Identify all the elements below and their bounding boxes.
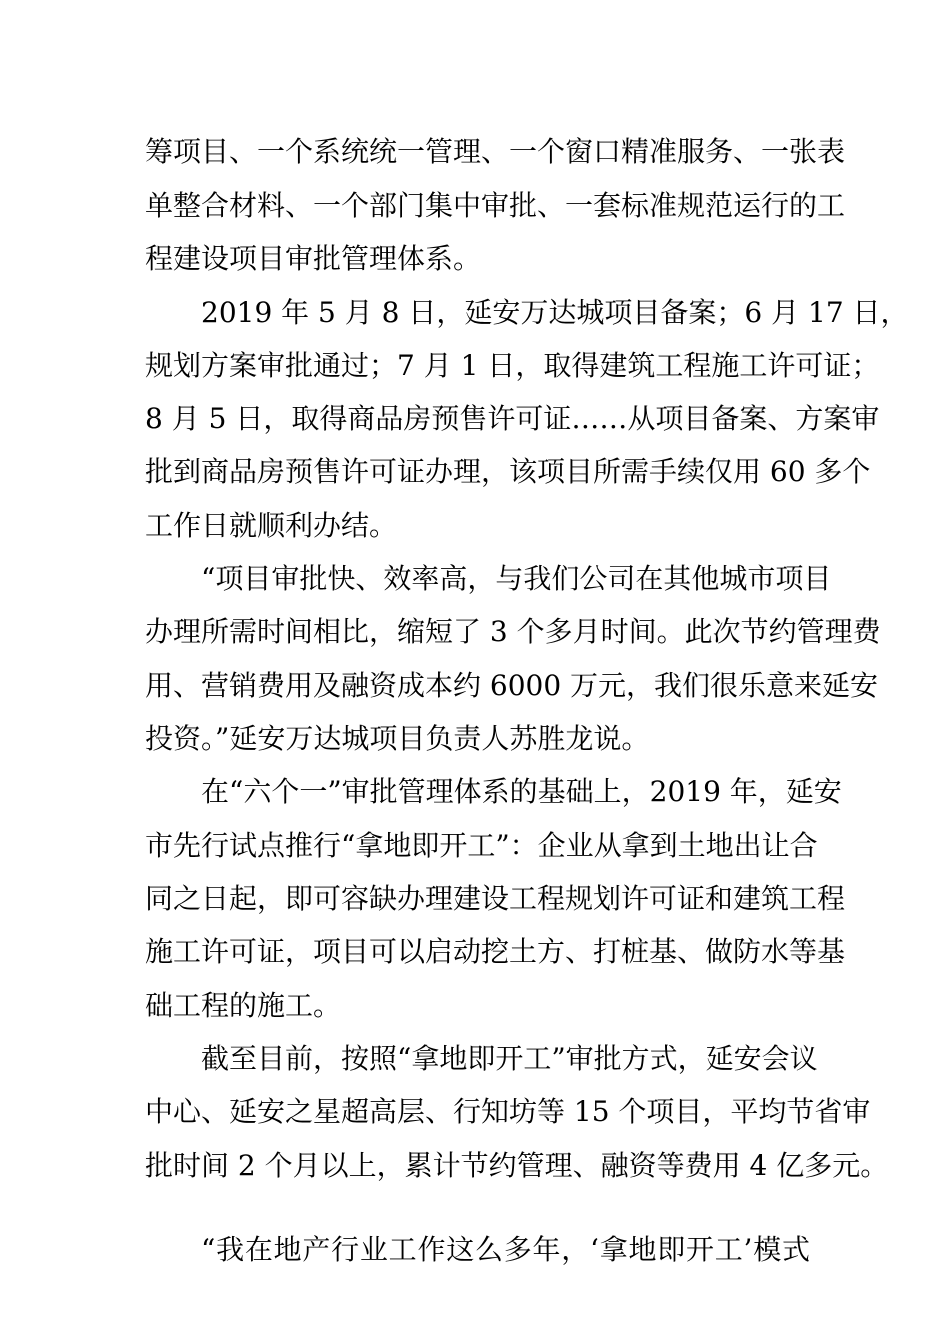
- paragraph-1-line-2: 单整合材料、一个部门集中审批、一套标准规范运行的工: [145, 189, 846, 222]
- paragraph-3-line-2: 办理所需时间相比，缩短了 3 个多月时间。此次节约管理费: [145, 615, 881, 648]
- paragraph-5-line-3: 批时间 2 个月以上，累计节约管理、融资等费用 4 亿多元。: [145, 1149, 889, 1182]
- paragraph-6-line-1: “我在地产行业工作这么多年，‘拿地即开工’模式: [201, 1233, 810, 1266]
- paragraph-3-line-1: “项目审批快、效率高，与我们公司在其他城市项目: [201, 562, 832, 595]
- paragraph-1-line-1: 筹项目、一个系统统一管理、一个窗口精准服务、一张表: [145, 135, 846, 168]
- paragraph-4-line-2: 市先行试点推行“拿地即开工”：企业从拿到土地出让合: [145, 829, 818, 862]
- paragraph-5-line-1: 截至目前，按照“拿地即开工”审批方式，延安会议: [201, 1042, 818, 1075]
- paragraph-4-line-5: 础工程的施工。: [145, 989, 342, 1022]
- paragraph-1-line-3: 程建设项目审批管理体系。: [145, 242, 482, 275]
- paragraph-2-line-1: 2019 年 5 月 8 日，延安万达城项目备案；6 月 17 日，: [201, 296, 909, 329]
- paragraph-2-line-5: 工作日就顺利办结。: [145, 509, 398, 542]
- paragraph-4-line-1: 在“六个一”审批管理体系的基础上，2019 年，延安: [201, 775, 842, 808]
- paragraph-3-line-3: 用、营销费用及融资成本约 6000 万元，我们很乐意来延安: [145, 669, 879, 702]
- paragraph-2-line-4: 批到商品房预售许可证办理，该项目所需手续仅用 60 多个: [145, 455, 871, 488]
- paragraph-3-line-4: 投资。”延安万达城项目负责人苏胜龙说。: [145, 722, 650, 755]
- paragraph-4-line-4: 施工许可证，项目可以启动挖土方、打桩基、做防水等基: [145, 935, 846, 968]
- paragraph-4-line-3: 同之日起，即可容缺办理建设工程规划许可证和建筑工程: [145, 882, 846, 915]
- paragraph-5-line-2: 中心、延安之星超高层、行知坊等 15 个项目，平均节省审: [145, 1095, 871, 1128]
- paragraph-2-line-3: 8 月 5 日，取得商品房预售许可证……从项目备案、方案审: [145, 402, 880, 435]
- paragraph-2-line-2: 规划方案审批通过；7 月 1 日，取得建筑工程施工许可证；: [145, 349, 880, 382]
